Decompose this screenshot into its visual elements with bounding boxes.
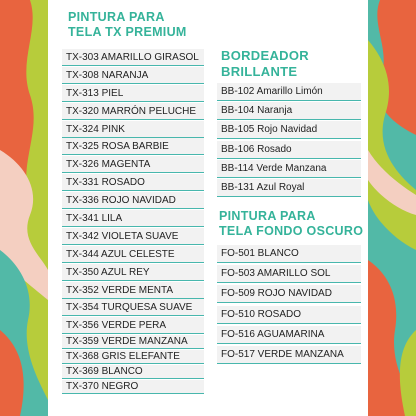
section-title-fondo-oscuro <box>219 209 363 239</box>
list-item: BB-114 Verde Manzana <box>217 160 361 178</box>
title-line: BRILLANTE <box>221 63 298 79</box>
list-item: TX-354 TURQUESA SUAVE <box>62 299 204 316</box>
title-line: TELA TX PREMIUM <box>68 25 187 39</box>
list-item: TX-369 BLANCO <box>62 365 204 379</box>
list-item: BB-105 Rojo Navidad <box>217 121 361 139</box>
list-item: TX-313 PIEL <box>62 85 204 102</box>
title-line: PINTURA PARA <box>68 10 165 24</box>
section-title-bordeador <box>221 48 309 79</box>
list-item: FO-517 VERDE MANZANA <box>217 346 361 364</box>
list-item: FO-509 ROJO NAVIDAD <box>217 285 361 303</box>
list-item: BB-102 Amarillo Limón <box>217 83 361 101</box>
list-item: TX-344 AZUL CELESTE <box>62 246 204 263</box>
title-line: TELA FONDO OSCURO <box>219 224 364 238</box>
section-title-tx-premium <box>68 10 187 40</box>
list-item: TX-356 VERDE PERA <box>62 317 204 334</box>
list-item: TX-320 MARRÓN PELUCHE <box>62 103 204 120</box>
list-item: TX-326 MAGENTA <box>62 156 204 173</box>
list-item: TX-303 AMARILLO GIRASOL <box>62 49 204 66</box>
list-item: BB-104 Naranja <box>217 102 361 120</box>
bordeador-list <box>217 83 361 198</box>
list-item: TX-370 NEGRO <box>62 380 204 394</box>
list-item: FO-501 BLANCO <box>217 245 361 263</box>
list-item: TX-336 ROJO NAVIDAD <box>62 192 204 209</box>
list-item: TX-352 VERDE MENTA <box>62 282 204 299</box>
fondo-oscuro-list <box>217 245 361 366</box>
title-line: BORDEADOR <box>221 48 309 63</box>
list-item: TX-350 AZUL REY <box>62 264 204 281</box>
list-item: FO-510 ROSADO <box>217 306 361 324</box>
list-item: FO-516 AGUAMARINA <box>217 326 361 344</box>
list-item: TX-331 ROSADO <box>62 174 204 191</box>
list-item: TX-324 PINK <box>62 121 204 138</box>
list-item: BB-106 Rosado <box>217 141 361 159</box>
list-item: TX-359 VERDE MANZANA <box>62 335 204 349</box>
list-item: TX-308 NARANJA <box>62 67 204 84</box>
list-item: TX-342 VIOLETA SUAVE <box>62 228 204 245</box>
tx-premium-list <box>62 49 204 395</box>
list-item: FO-503 AMARILLO SOL <box>217 265 361 283</box>
list-item: TX-368 GRIS ELEFANTE <box>62 350 204 364</box>
title-line: PINTURA PARA <box>219 209 316 223</box>
list-item: TX-325 ROSA BARBIE <box>62 138 204 155</box>
list-item: BB-131 Azul Royal <box>217 179 361 197</box>
list-item: TX-341 LILA <box>62 210 204 227</box>
